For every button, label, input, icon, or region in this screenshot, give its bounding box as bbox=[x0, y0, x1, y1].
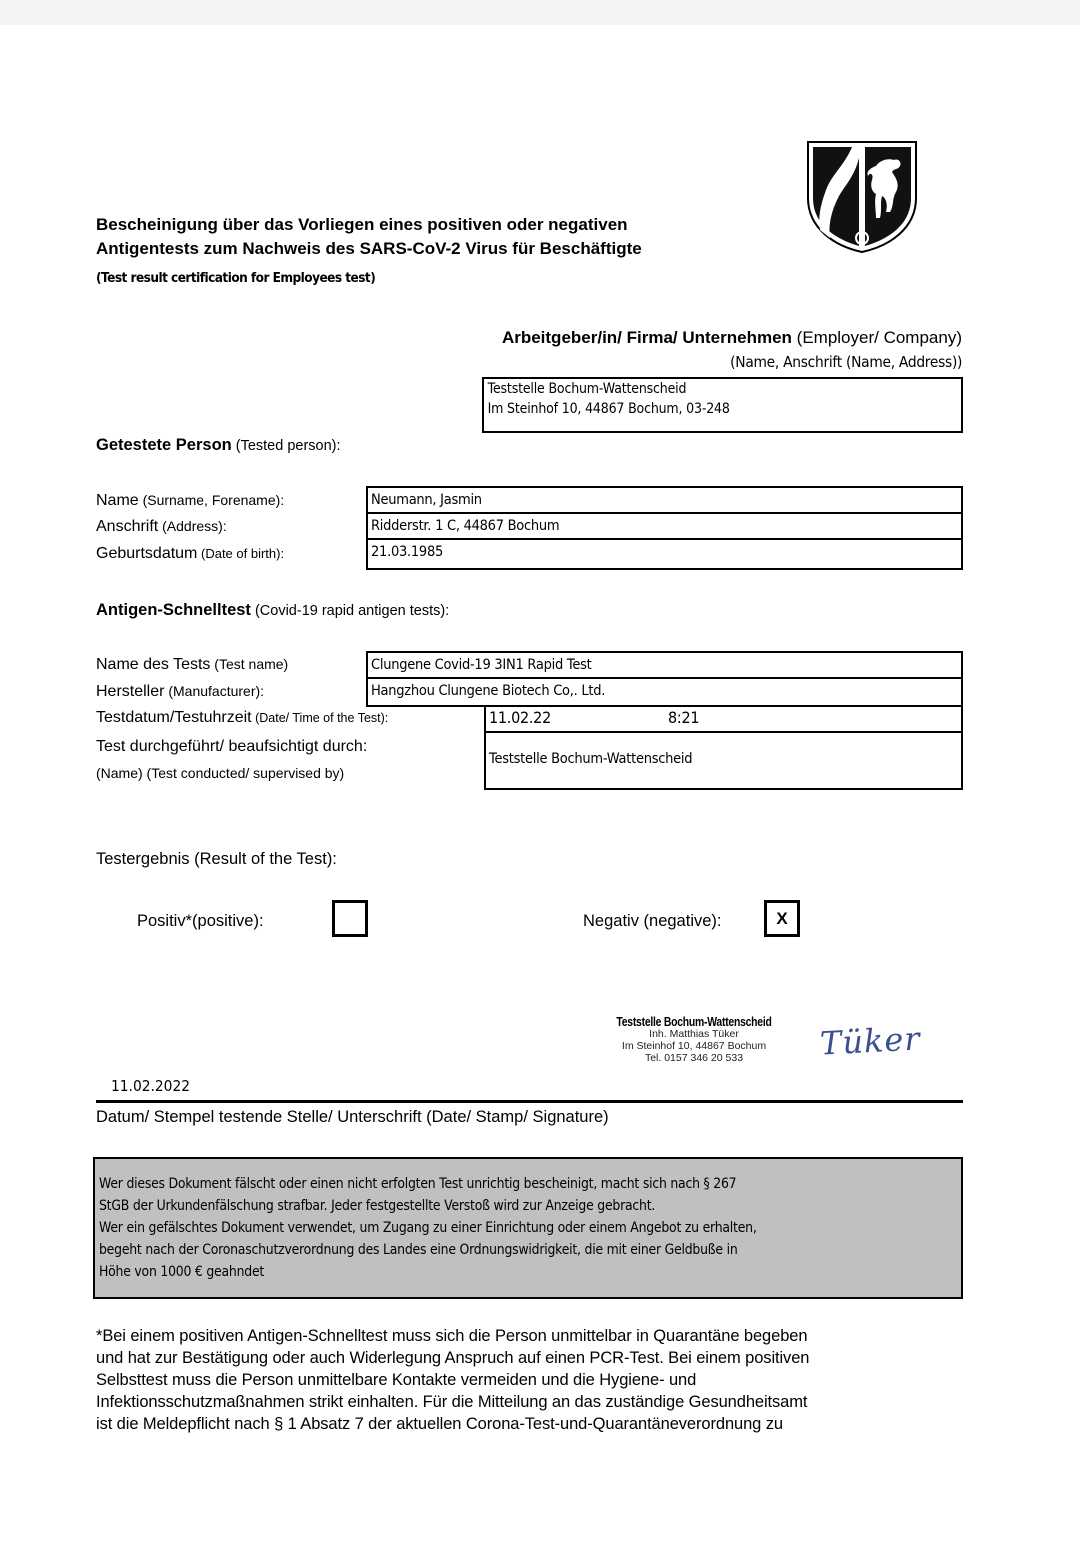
title-line-1: Bescheinigung über das Vorliegen eines positiven oder negativen bbox=[96, 215, 628, 234]
warning-line: begeht nach der Coronaschutzverordnung des Landes eine Ordnungswidrigkeit, die mit einer Geldbuße in bbox=[99, 1242, 738, 1258]
warning-line: Wer ein gefälschtes Dokument verwendet, um Zugang zu einer Einrichtung oder einem Angebot zu erhalten, bbox=[99, 1220, 757, 1236]
signature-caption: Datum/ Stempel testende Stelle/ Unterschrift (Date/ Stamp/ Signature) bbox=[96, 1108, 609, 1126]
result-heading: Testergebnis (Result of the Test): bbox=[96, 850, 337, 868]
test-name-label-en: (Test name) bbox=[210, 656, 289, 672]
test-name-field[interactable] bbox=[368, 653, 961, 679]
manufacturer-value: Hangzhou Clungene Biotech Co,. Ltd. bbox=[371, 683, 606, 699]
manufacturer-label bbox=[96, 683, 264, 701]
employer-heading bbox=[502, 328, 962, 348]
address-label-en: (Address): bbox=[158, 518, 227, 534]
employer-name: Teststelle Bochum-Wattenscheid bbox=[487, 381, 687, 397]
warning-line: StGB der Urkundenfälschung strafbar. Jeder festgestellte Verstoß wird zur Anzeige gebracht. bbox=[99, 1198, 656, 1214]
birthdate-value: 21.03.1985 bbox=[371, 544, 444, 560]
positive-checkbox[interactable] bbox=[332, 900, 368, 937]
test-fields bbox=[366, 651, 963, 707]
conducted-field[interactable] bbox=[486, 733, 961, 786]
address-value: Ridderstr. 1 C, 44867 Bochum bbox=[371, 518, 560, 534]
stamp-line-1: Teststelle Bochum-Wattenscheid bbox=[616, 1014, 772, 1029]
test-datetime-conducted-fields bbox=[484, 705, 963, 790]
birthdate-label bbox=[96, 545, 284, 563]
antigen-test-heading-en: (Covid-19 rapid antigen tests): bbox=[250, 603, 450, 619]
stamp-line-2: Inh. Matthias Tüker bbox=[649, 1028, 739, 1040]
birthdate-field[interactable] bbox=[368, 540, 961, 566]
document-title bbox=[96, 213, 642, 261]
test-date-value: 11.02.22 bbox=[489, 708, 551, 727]
test-time-value: 8:21 bbox=[668, 708, 700, 727]
viewer-top-bar bbox=[0, 0, 1080, 25]
name-label-en: (Surname, Forename): bbox=[138, 492, 285, 508]
negative-checkbox[interactable]: X bbox=[764, 900, 800, 937]
test-name-label bbox=[96, 656, 288, 674]
legal-warning-box bbox=[93, 1157, 963, 1299]
footnote-line: und hat zur Bestätigung oder auch Widerlegung Anspruch auf einen PCR-Test. Bei einem positiven bbox=[96, 1349, 810, 1367]
nrw-coat-of-arms-icon bbox=[804, 138, 920, 254]
footnote bbox=[96, 1325, 976, 1435]
manufacturer-field[interactable] bbox=[368, 679, 961, 705]
name-field[interactable] bbox=[368, 488, 961, 514]
warning-line: Wer dieses Dokument fälscht oder einen nicht erfolgten Test unrichtig bescheinigt, macht sich nach § 267 bbox=[99, 1176, 737, 1192]
footnote-line: ist die Meldepflicht nach § 1 Absatz 7 der aktuellen Corona-Test-und-Quarantäneverordnung zu bbox=[96, 1415, 783, 1433]
address-label bbox=[96, 518, 227, 536]
name-label-de: Name bbox=[96, 492, 139, 509]
datetime-label-de: Testdatum/Testuhrzeit bbox=[96, 709, 252, 726]
stamp-line-4: Tel. 0157 346 20 533 bbox=[644, 1052, 744, 1064]
signature-date: 11.02.2022 bbox=[111, 1077, 191, 1095]
datetime-field[interactable] bbox=[486, 705, 961, 733]
tested-person-heading-en: (Tested person): bbox=[231, 438, 341, 454]
antigen-test-heading bbox=[96, 601, 449, 620]
handwritten-signature: Tüker bbox=[819, 1019, 922, 1063]
datetime-label-en: (Date/ Time of the Test): bbox=[251, 711, 389, 725]
conducted-value: Teststelle Bochum-Wattenscheid bbox=[489, 751, 693, 767]
title-line-2: Antigentests zum Nachweis des SARS-CoV-2 Virus für Beschäftigte bbox=[96, 239, 642, 258]
tested-person-heading-bold: Getestete Person bbox=[96, 436, 232, 454]
employer-heading-bold: Arbeitgeber/in/ Firma/ Unternehmen bbox=[501, 328, 792, 347]
test-name-label-de: Name des Tests bbox=[96, 656, 211, 673]
manufacturer-label-de: Hersteller bbox=[96, 683, 165, 700]
birthdate-label-de: Geburtsdatum bbox=[96, 545, 198, 562]
stamp bbox=[594, 1016, 794, 1064]
name-value: Neumann, Jasmin bbox=[371, 492, 482, 508]
footnote-line: *Bei einem positiven Antigen-Schnelltest muss sich die Person unmittelbar in Quarantäne begeben bbox=[96, 1327, 808, 1345]
person-fields bbox=[366, 486, 963, 570]
birthdate-label-en: (Date of birth): bbox=[197, 546, 285, 561]
warning-line: Höhe von 1000 € geahndet bbox=[99, 1264, 265, 1280]
tested-person-heading bbox=[96, 436, 341, 455]
conducted-label-en: (Name) (Test conducted/ supervised by) bbox=[96, 765, 345, 781]
negative-label: Negativ (negative): bbox=[583, 912, 722, 930]
address-label-de: Anschrift bbox=[96, 518, 159, 535]
manufacturer-label-en: (Manufacturer): bbox=[164, 683, 265, 699]
document-subtitle: (Test result certification for Employees test) bbox=[96, 270, 376, 286]
footnote-line: Infektionsschutzmaßnahmen strikt einhalten. Für die Mitteilung an das zuständige Gesundheitsamt bbox=[96, 1393, 808, 1411]
positive-label: Positiv*(positive): bbox=[137, 912, 264, 930]
footnote-line: Selbsttest muss die Person unmittelbare Kontakte vermeiden und die Hygiene- und bbox=[96, 1371, 697, 1389]
employer-address: Im Steinhof 10, 44867 Bochum, 03-248 bbox=[487, 401, 730, 417]
name-label bbox=[96, 492, 284, 510]
employer-heading-en: (Employer/ Company) bbox=[791, 328, 962, 347]
test-name-value: Clungene Covid-19 3IN1 Rapid Test bbox=[371, 657, 592, 673]
signature-line bbox=[96, 1100, 963, 1103]
employer-subheading: (Name, Anschrift (Name, Address)) bbox=[730, 353, 962, 371]
address-field[interactable] bbox=[368, 514, 961, 540]
datetime-label bbox=[96, 709, 388, 727]
employer-field[interactable] bbox=[482, 377, 963, 433]
antigen-test-heading-bold: Antigen-Schnelltest bbox=[96, 601, 251, 619]
stamp-line-3: Im Steinhof 10, 44867 Bochum bbox=[621, 1040, 767, 1052]
conducted-label: Test durchgeführt/ beaufsichtigt durch: bbox=[96, 738, 368, 755]
